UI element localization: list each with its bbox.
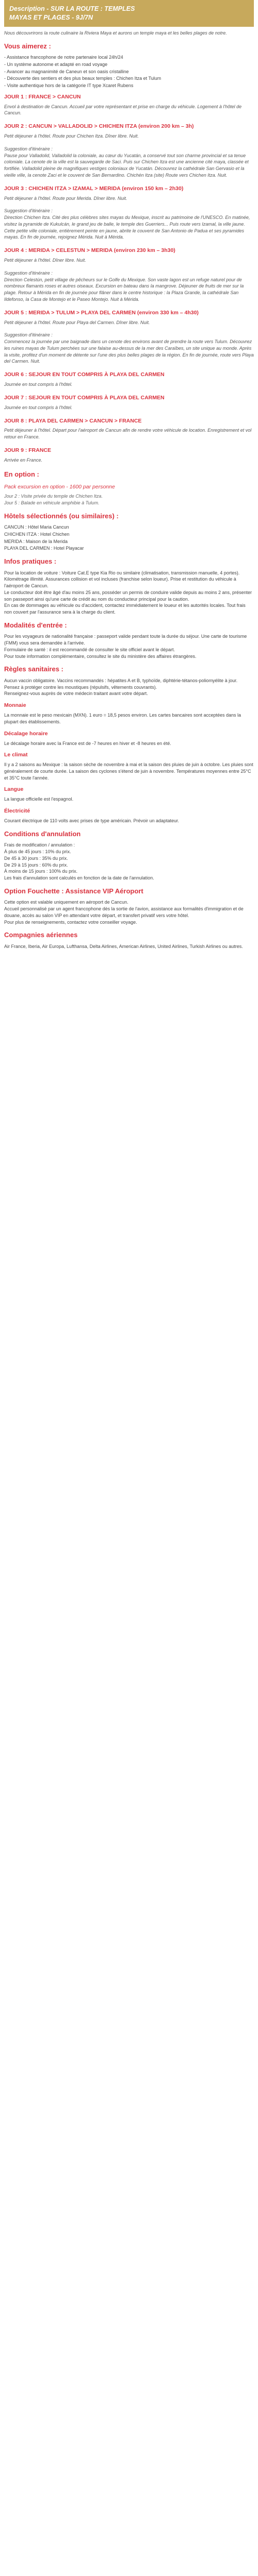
page-title: Description - SUR LA ROUTE : TEMPLES MAYAS ET PLAGES - 9J/7N (4, 0, 254, 27)
currency-body: La monnaie est le peso mexicain (MXN). 1 euro = 18,5 pesos environ. Les cartes bancaires sont acceptées dans la plupart des établissements. (4, 713, 241, 724)
list-item: - Un système autonome et adapté en road voyage (4, 61, 108, 67)
list-item: CANCUN : Hôtel Maria Cancun (4, 524, 69, 530)
hotels-title: Hôtels sélectionnés (ou similaires) : (4, 512, 119, 520)
itinerary-day (4, 208, 254, 241)
day-description: Journée en tout compris à l'hôtel. (4, 382, 73, 387)
day-title: JOUR 9 : FRANCE (4, 447, 52, 454)
itinerary-day (4, 247, 254, 264)
day-title: JOUR 5 : MERIDA > TULUM > PLAYA DEL CARMEN (environ 330 km – 4h30) (4, 309, 199, 316)
itinerary-day (4, 123, 254, 140)
climate-body: Il y a 2 saisons au Mexique : la saison sèche de novembre à mai et la saison des pluies de juin à octobre. Les pluies sont généralement de courte durée. La saison des cyclones s'étend de juin à novembre. Températures moyennes entre 25°C et 35°C toute l'année. (4, 762, 253, 781)
list-item: - Assistance francophone de notre partenaire local 24h/24 (4, 54, 123, 60)
itinerary-day (4, 394, 254, 411)
itinerary-day (4, 185, 254, 202)
options-body: Jour 2 : Visite privée du temple de Chichen Itza. Jour 5 : Balade en véhicule amphibie à Tulum. (4, 494, 103, 505)
day-title: JOUR 3 : CHICHEN ITZA > IZAMAL > MERIDA (environ 150 km – 2h30) (4, 185, 184, 192)
day-description: Petit déjeuner à l'hôtel. Route pour Chichen Itza. Dîner libre. Nuit. (4, 133, 139, 139)
info-title: Infos pratiques : (4, 557, 57, 566)
vip-body: Cette option est valable uniquement en aéroport de Cancun. Accueil personnalisé par un agent francophone dès la sortie de l'avion, assistance aux formalités d'immigration et de douane, accès au salon VIP en attendant votre départ, et transfert privatif vers votre hôtel. Pour plus de renseignements, contactez votre conseiller voyage. (4, 900, 244, 925)
day-title: JOUR 1 : FRANCE > CANCUN (4, 93, 81, 100)
itinerary-day (4, 270, 254, 303)
list-item: PLAYA DEL CARMEN : Hotel Playacar (4, 546, 84, 551)
list-item: - Découverte des sentiers et des plus beaux temples : Chichen Itza et Tulum (4, 76, 162, 81)
climate-title: Le climat (4, 752, 28, 758)
currency-title: Monnaie (4, 702, 26, 709)
language-body: La langue officielle est l'espagnol. (4, 796, 74, 802)
options-block (4, 483, 254, 506)
day-title: JOUR 4 : MERIDA > CELESTUN > MERIDA (environ 230 km – 3h30) (4, 247, 175, 254)
itinerary-day (4, 332, 254, 365)
itinerary-day (4, 309, 254, 326)
itinerary-day (4, 146, 254, 179)
timezone-body: Le décalage horaire avec la France est de -7 heures en hiver et -8 heures en été. (4, 740, 171, 746)
day-description: Petit déjeuner à l'hôtel. Route pour Playa del Carmen. Dîner libre. Nuit. (4, 319, 150, 325)
options-title: En option : (4, 470, 39, 478)
page (4, 0, 254, 965)
day-description: Suggestion d'itinéraire : Direction Celestún, petit village de pêcheurs sur le Golfe du Mexique. Son vaste lagon est un refuge naturel pour de nombreux flamants roses et autres oiseaux. Excursion en bateau dans la mangrove. Déjeuner de fruits de mer sur la plage. Retour à Mérida en fin de journée pour flâner dans le centre historique : la Plaza Grande, la cathédrale San Ildefonso, la Casa de Montejo et le Paseo Montejo. Nuit à Mérida. (4, 270, 244, 302)
advantages-list (4, 54, 254, 89)
day-title: JOUR 8 : PLAYA DEL CARMEN > CANCUN > FRANCE (4, 417, 142, 424)
advantages-title: Vous aimerez : (4, 42, 51, 50)
day-title: JOUR 7 : SEJOUR EN TOUT COMPRIS À PLAYA DEL CARMEN (4, 394, 165, 401)
electricity-body: Courant électrique de 110 volts avec prises de type américain. Prévoir un adaptateur. (4, 818, 180, 824)
itinerary (4, 93, 254, 464)
conditions-body: Frais de modification / annulation : À plus de 45 jours : 10% du prix. De 45 à 30 jours : 35% du prix. De 29 à 15 jours : 60% du prix. À moins de 15 jours : 100% du prix. Les frais d'annulation sont calculés en fonction de la date de l'annulation. (4, 842, 154, 881)
electricity-title: Électricité (4, 808, 30, 815)
day-title: JOUR 2 : CANCUN > VALLADOLID > CHICHEN ITZA (environ 200 km – 3h) (4, 123, 194, 130)
itinerary-day (4, 371, 254, 388)
language-title: Langue (4, 786, 24, 793)
airlines-title: Compagnies aériennes (4, 931, 78, 939)
itinerary-day (4, 93, 254, 116)
health-body: Aucun vaccin obligatoire. Vaccins recommandés : hépatites A et B, typhoïde, diphtérie-tétanos-poliomyélite à jour. Pensez à protéger contre les moustiques (répulsifs, vêtements couvrants). Renseignez-vous auprès de votre médecin traitant avant votre départ. (4, 677, 238, 697)
day-description: Suggestion d'itinéraire : Pause pour Valladolid, Valladolid la coloniale, au cœur du Yucatán, a conservé tout son charme provincial et sa tenue coloniale. La cenote de la ville est la sauvegarde de Saci. Puis sur Chichen Itza est une ancienne cité maya, classée et fortifiée. Valladolid pleine de magnifiques vestiges coloniaux de Yucatán. Découvrez la cathédrale San Gervasio et la vieille ville, la cenote Zaci et le couvent de San Bernardino. Chichén Itza (site) Route vers Chichen Itza. Nuit. (4, 146, 249, 178)
day-description: Petit déjeuner à l'hôtel. Route pour Merida. Dîner libre. Nuit. (4, 195, 127, 201)
airlines-body: Air France, Iberia, Air Europa, Lufthansa, Delta Airlines, American Airlines, United Airlines, Turkish Airlines ou autres. (4, 943, 243, 949)
vip-title: Option Fouchette : Assistance VIP Aéroport (4, 887, 143, 895)
formalities-title: Modalités d'entrée : (4, 621, 67, 629)
info-body: Pour la location de voiture : Voiture Cat.E type Kia Rio ou similaire (climatisation, transmission manuelle, 4 portes). Kilométrage illimité. Assurances collision et vol incluses (franchise selon loueur). Prise et restitution du véhicule à l'aéroport de Cancun. Le conducteur doit être âgé d'au moins 25 ans, posséder un permis de conduire valide depuis au moins 2 ans, présenter son passeport ainsi qu'une carte de crédit au nom du conducteur principal pour la caution. En cas de dommages au véhicule ou d'accident, contactez immédiatement le loueur et les autorités locales. Tout frais non couvert par l'assurance sera à la charge du client. (4, 570, 252, 615)
formalities-body: Pour les voyageurs de nationalité française : passeport valide pendant toute la durée du séjour. Une carte de tourisme (FMM) vous sera demandée à l'arrivée. Formulaire de santé : il est recommandé de consulter le site officiel avant le départ. Pour toute information complémentaire, consultez le site du ministère des affaires étrangères. (4, 634, 247, 659)
timezone-title: Décalage horaire (4, 730, 48, 737)
day-description: Petit déjeuner à l'hôtel. Dîner libre. Nuit. (4, 258, 86, 263)
day-description: Petit déjeuner à l'hôtel. Départ pour l'aéroport de Cancun afin de rendre votre véhicule de location. Enregistrement et vol retour en France. (4, 428, 252, 440)
options-head: Pack excursion en option - 1600 par personne (4, 484, 115, 490)
conditions-title: Conditions d'annulation (4, 829, 81, 838)
day-description: Suggestion d'itinéraire : Commencez la journée par une baignade dans un cenote des environs avant de prendre la route vers Tulum. Découvrez les ruines mayas de Tulum perchées sur une falaise au-dessus de la mer des Caraïbes, un site unique au monde. Après la visite, profitez d'un moment de détente sur l'une des plus belles plages de la région. En fin de journée, route vers Playa del Carmen. Nuit. (4, 332, 254, 364)
list-item: MERIDA : Maison de la Merida (4, 538, 68, 544)
day-description: Envol à destination de Cancun. Accueil par votre représentant et prise en charge du véhicule. Logement à l'hôtel de Cancun. (4, 104, 242, 116)
list-item: - Avancer au magnanimité de Caneun et son oasis cristalline (4, 69, 129, 74)
itinerary-day (4, 417, 254, 440)
intro-text: Nous découvrirons la route culinaire la Riviera Maya et aurons un temple maya et les belles plages de notre. (4, 30, 227, 36)
list-item: - Visite authentique hors de la catégorie IT type Xcaret Rubens (4, 83, 134, 89)
itinerary-day (4, 447, 254, 464)
list-item: CHICHEN ITZA : Hotel Chichen (4, 531, 70, 537)
day-title: JOUR 6 : SEJOUR EN TOUT COMPRIS À PLAYA DEL CARMEN (4, 371, 165, 378)
day-description: Arrivée en France. (4, 457, 43, 463)
hotels-list (4, 524, 254, 552)
health-title: Règles sanitaires : (4, 665, 63, 673)
day-description: Journée en tout compris à l'hôtel. (4, 404, 73, 410)
day-description: Suggestion d'itinéraire : Direction Chichen Itza. Cité des plus célèbres sites mayas du Mexique, inscrit au patrimoine de l'UNESCO. En matinée, visitez la pyramide de Kukulcán, le grand jeu de balle, le temple des Guerriers... Puis route vers Izamal, la ville jaune. Cette petite ville coloniale, entièrement peinte en jaune, abrite le couvent de San Antonio de Padua et ses pyramides mayas. En fin de journée, rejoignez Mérida. Nuit à Mérida. (4, 208, 250, 240)
